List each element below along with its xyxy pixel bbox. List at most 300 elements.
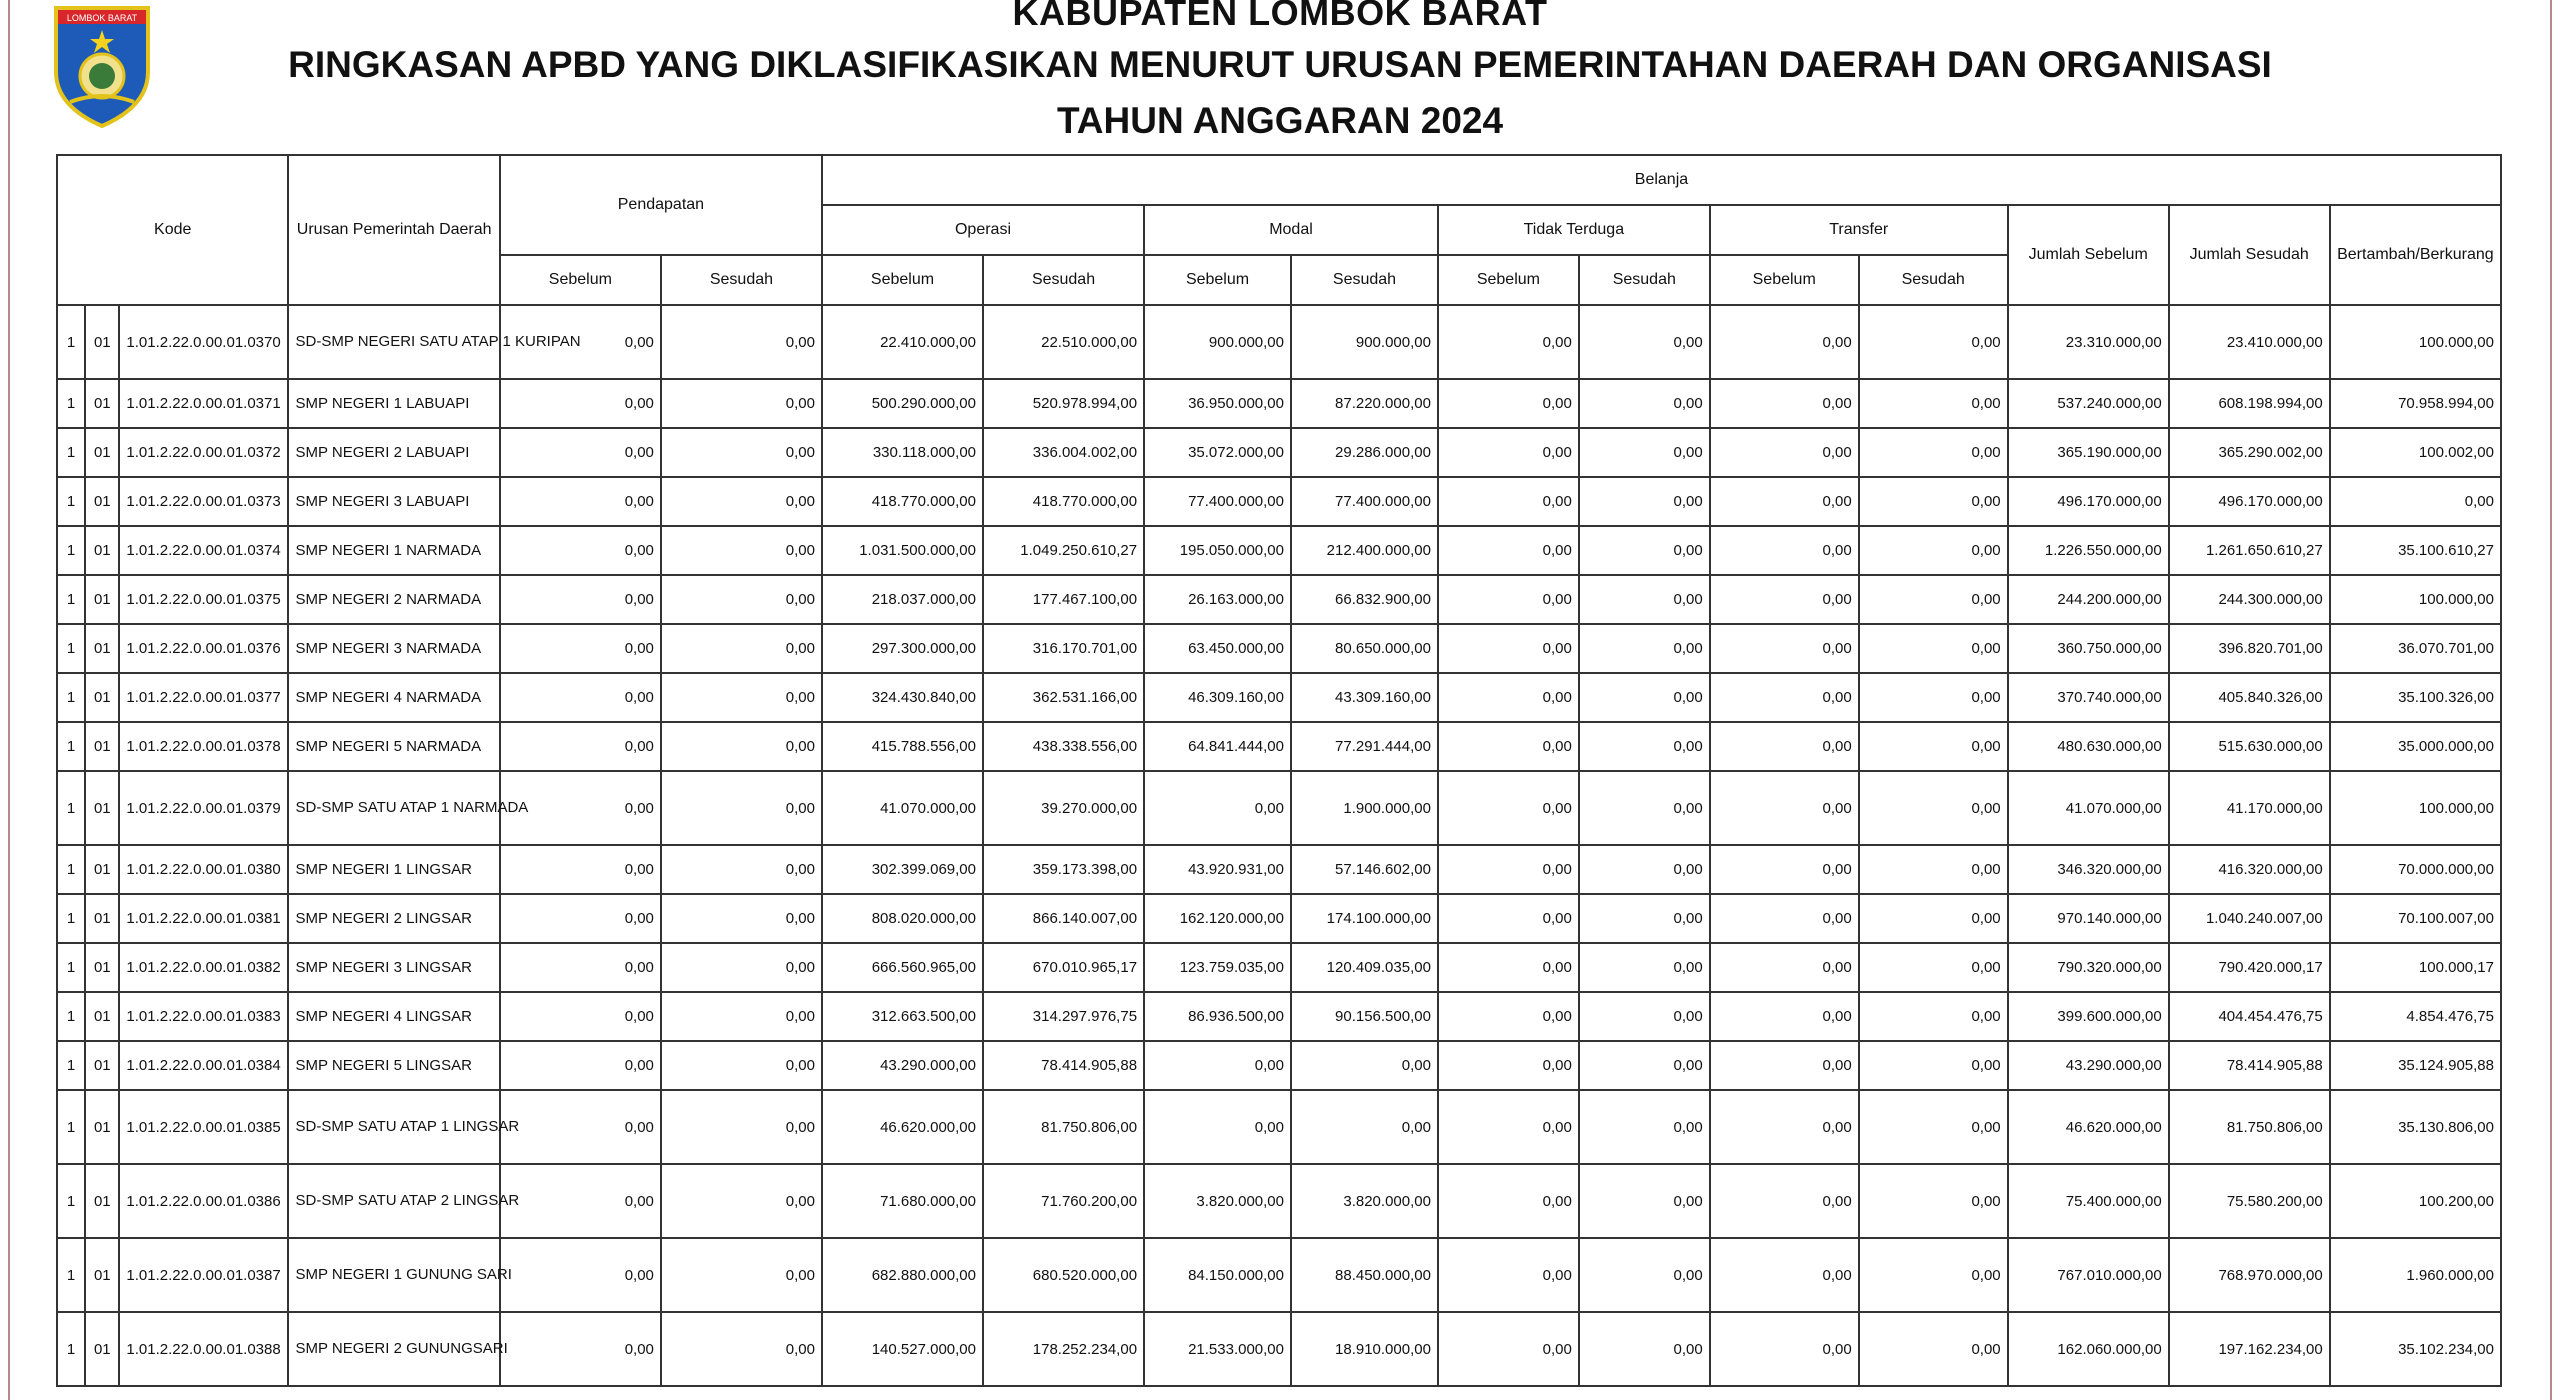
cell-value: 3.820.000,00 bbox=[1291, 1164, 1438, 1238]
logo-text: LOMBOK BARAT bbox=[66, 13, 138, 23]
cell-nama: SMP NEGERI 3 LABUAPI bbox=[288, 477, 499, 526]
col-pendapatan: Pendapatan bbox=[500, 155, 822, 255]
cell-value: 370.740.000,00 bbox=[2008, 673, 2169, 722]
cell-value: 23.310.000,00 bbox=[2008, 305, 2169, 379]
cell-value: 808.020.000,00 bbox=[822, 894, 983, 943]
cell-value: 0,00 bbox=[1710, 624, 1859, 673]
cell-value: 1.031.500.000,00 bbox=[822, 526, 983, 575]
cell-kode: 1.01.2.22.0.00.01.0388 bbox=[119, 1312, 288, 1386]
col-modal-sebelum: Sebelum bbox=[1144, 255, 1291, 305]
cell-value: 0,00 bbox=[500, 624, 661, 673]
cell-value: 35.100.326,00 bbox=[2330, 673, 2501, 722]
cell-value: 162.120.000,00 bbox=[1144, 894, 1291, 943]
cell-value: 0,00 bbox=[1859, 575, 2008, 624]
table-row bbox=[57, 477, 2501, 526]
col-kode: Kode bbox=[57, 155, 288, 305]
cell-value: 0,00 bbox=[500, 943, 661, 992]
cell-value: 75.400.000,00 bbox=[2008, 1164, 2169, 1238]
cell-value: 0,00 bbox=[500, 894, 661, 943]
cell-value: 18.910.000,00 bbox=[1291, 1312, 1438, 1386]
table-row bbox=[57, 1090, 2501, 1164]
header-title: RINGKASAN APBD YANG DIKLASIFIKASIKAN MENURUT URUSAN PEMERINTAHAN DAERAH DAN ORGANISASI bbox=[288, 44, 2272, 85]
cell-nama: SMP NEGERI 1 NARMADA bbox=[288, 526, 499, 575]
cell-value: 0,00 bbox=[1859, 845, 2008, 894]
cell-value: 43.920.931,00 bbox=[1144, 845, 1291, 894]
cell-value: 0,00 bbox=[1438, 428, 1579, 477]
cell-value: 0,00 bbox=[1438, 894, 1579, 943]
cell-value: 120.409.035,00 bbox=[1291, 943, 1438, 992]
cell-value: 359.173.398,00 bbox=[983, 845, 1144, 894]
table-body bbox=[57, 305, 2501, 1386]
cell-bidang-code: 01 bbox=[85, 992, 119, 1041]
cell-value: 100.000,00 bbox=[2330, 771, 2501, 845]
cell-bidang-code: 01 bbox=[85, 1041, 119, 1090]
cell-value: 0,00 bbox=[1438, 845, 1579, 894]
cell-value: 46.309.160,00 bbox=[1144, 673, 1291, 722]
cell-value: 0,00 bbox=[661, 673, 822, 722]
cell-value: 35.100.610,27 bbox=[2330, 526, 2501, 575]
cell-value: 0,00 bbox=[500, 477, 661, 526]
cell-value: 0,00 bbox=[1579, 673, 1710, 722]
cell-value: 0,00 bbox=[500, 526, 661, 575]
cell-value: 496.170.000,00 bbox=[2008, 477, 2169, 526]
cell-urusan-code: 1 bbox=[57, 526, 85, 575]
cell-nama: SD-SMP SATU ATAP 1 NARMADA bbox=[288, 771, 499, 845]
cell-nama: SMP NEGERI 1 GUNUNG SARI bbox=[288, 1238, 499, 1312]
cell-value: 0,00 bbox=[500, 1041, 661, 1090]
cell-value: 87.220.000,00 bbox=[1291, 379, 1438, 428]
cell-value: 297.300.000,00 bbox=[822, 624, 983, 673]
cell-value: 1.040.240.007,00 bbox=[2169, 894, 2330, 943]
cell-kode: 1.01.2.22.0.00.01.0385 bbox=[119, 1090, 288, 1164]
col-urusan: Urusan Pemerintah Daerah bbox=[288, 155, 499, 305]
cell-value: 396.820.701,00 bbox=[2169, 624, 2330, 673]
cell-value: 3.820.000,00 bbox=[1144, 1164, 1291, 1238]
col-operasi-sesudah: Sesudah bbox=[983, 255, 1144, 305]
cell-bidang-code: 01 bbox=[85, 624, 119, 673]
cell-value: 0,00 bbox=[1579, 477, 1710, 526]
cell-value: 70.100.007,00 bbox=[2330, 894, 2501, 943]
cell-value: 100.002,00 bbox=[2330, 428, 2501, 477]
cell-value: 0,00 bbox=[661, 575, 822, 624]
page-border-left bbox=[8, 0, 10, 1400]
cell-value: 520.978.994,00 bbox=[983, 379, 1144, 428]
cell-value: 0,00 bbox=[1579, 1041, 1710, 1090]
cell-value: 41.170.000,00 bbox=[2169, 771, 2330, 845]
cell-value: 415.788.556,00 bbox=[822, 722, 983, 771]
cell-nama: SMP NEGERI 5 NARMADA bbox=[288, 722, 499, 771]
cell-value: 178.252.234,00 bbox=[983, 1312, 1144, 1386]
cell-nama: SD-SMP NEGERI SATU ATAP 1 KURIPAN bbox=[288, 305, 499, 379]
cell-urusan-code: 1 bbox=[57, 771, 85, 845]
cell-value: 0,00 bbox=[1144, 771, 1291, 845]
cell-bidang-code: 01 bbox=[85, 722, 119, 771]
cell-bidang-code: 01 bbox=[85, 1238, 119, 1312]
cell-value: 0,00 bbox=[1579, 943, 1710, 992]
cell-value: 0,00 bbox=[1710, 1164, 1859, 1238]
cell-value: 680.520.000,00 bbox=[983, 1238, 1144, 1312]
cell-value: 88.450.000,00 bbox=[1291, 1238, 1438, 1312]
cell-value: 0,00 bbox=[661, 477, 822, 526]
col-transfer-sesudah: Sesudah bbox=[1859, 255, 2008, 305]
cell-kode: 1.01.2.22.0.00.01.0384 bbox=[119, 1041, 288, 1090]
cell-value: 0,00 bbox=[1438, 1041, 1579, 1090]
cell-value: 0,00 bbox=[1710, 943, 1859, 992]
cell-value: 0,00 bbox=[1579, 771, 1710, 845]
cell-value: 22.410.000,00 bbox=[822, 305, 983, 379]
cell-value: 0,00 bbox=[500, 379, 661, 428]
cell-value: 0,00 bbox=[1710, 845, 1859, 894]
col-tidak-terduga: Tidak Terduga bbox=[1438, 205, 1710, 255]
cell-value: 666.560.965,00 bbox=[822, 943, 983, 992]
cell-urusan-code: 1 bbox=[57, 992, 85, 1041]
cell-nama: SMP NEGERI 2 LINGSAR bbox=[288, 894, 499, 943]
cell-nama: SMP NEGERI 4 NARMADA bbox=[288, 673, 499, 722]
cell-value: 1.900.000,00 bbox=[1291, 771, 1438, 845]
cell-value: 0,00 bbox=[500, 673, 661, 722]
cell-value: 0,00 bbox=[1438, 575, 1579, 624]
col-modal: Modal bbox=[1144, 205, 1438, 255]
cell-value: 362.531.166,00 bbox=[983, 673, 1144, 722]
cell-value: 0,00 bbox=[1579, 722, 1710, 771]
cell-value: 316.170.701,00 bbox=[983, 624, 1144, 673]
cell-value: 365.290.002,00 bbox=[2169, 428, 2330, 477]
cell-value: 4.854.476,75 bbox=[2330, 992, 2501, 1041]
cell-value: 0,00 bbox=[1579, 526, 1710, 575]
cell-nama: SMP NEGERI 1 LINGSAR bbox=[288, 845, 499, 894]
cell-kode: 1.01.2.22.0.00.01.0374 bbox=[119, 526, 288, 575]
cell-value: 0,00 bbox=[1859, 305, 2008, 379]
cell-value: 0,00 bbox=[1579, 894, 1710, 943]
cell-bidang-code: 01 bbox=[85, 894, 119, 943]
cell-value: 0,00 bbox=[1859, 1164, 2008, 1238]
cell-value: 100.000,00 bbox=[2330, 575, 2501, 624]
cell-value: 0,00 bbox=[1579, 624, 1710, 673]
table-row bbox=[57, 992, 2501, 1041]
cell-value: 0,00 bbox=[1859, 673, 2008, 722]
cell-value: 177.467.100,00 bbox=[983, 575, 1144, 624]
cell-value: 0,00 bbox=[500, 845, 661, 894]
cell-value: 174.100.000,00 bbox=[1291, 894, 1438, 943]
cell-value: 70.000.000,00 bbox=[2330, 845, 2501, 894]
cell-value: 0,00 bbox=[1579, 1090, 1710, 1164]
cell-value: 0,00 bbox=[500, 428, 661, 477]
cell-value: 0,00 bbox=[1859, 624, 2008, 673]
cell-value: 0,00 bbox=[2330, 477, 2501, 526]
cell-value: 21.533.000,00 bbox=[1144, 1312, 1291, 1386]
cell-value: 500.290.000,00 bbox=[822, 379, 983, 428]
cell-kode: 1.01.2.22.0.00.01.0383 bbox=[119, 992, 288, 1041]
cell-bidang-code: 01 bbox=[85, 771, 119, 845]
cell-kode: 1.01.2.22.0.00.01.0376 bbox=[119, 624, 288, 673]
cell-kode: 1.01.2.22.0.00.01.0380 bbox=[119, 845, 288, 894]
cell-value: 900.000,00 bbox=[1291, 305, 1438, 379]
cell-urusan-code: 1 bbox=[57, 1238, 85, 1312]
cell-value: 244.200.000,00 bbox=[2008, 575, 2169, 624]
cell-value: 0,00 bbox=[1710, 526, 1859, 575]
cell-value: 36.070.701,00 bbox=[2330, 624, 2501, 673]
cell-value: 405.840.326,00 bbox=[2169, 673, 2330, 722]
cell-value: 26.163.000,00 bbox=[1144, 575, 1291, 624]
cell-value: 63.450.000,00 bbox=[1144, 624, 1291, 673]
cell-value: 0,00 bbox=[1579, 379, 1710, 428]
cell-value: 0,00 bbox=[1438, 673, 1579, 722]
col-bertambah-berkurang: Bertambah/Berkurang bbox=[2330, 205, 2501, 305]
cell-urusan-code: 1 bbox=[57, 673, 85, 722]
cell-value: 0,00 bbox=[661, 894, 822, 943]
cell-value: 330.118.000,00 bbox=[822, 428, 983, 477]
cell-value: 608.198.994,00 bbox=[2169, 379, 2330, 428]
cell-value: 768.970.000,00 bbox=[2169, 1238, 2330, 1312]
cell-value: 1.960.000,00 bbox=[2330, 1238, 2501, 1312]
cell-kode: 1.01.2.22.0.00.01.0378 bbox=[119, 722, 288, 771]
cell-value: 1.226.550.000,00 bbox=[2008, 526, 2169, 575]
cell-value: 418.770.000,00 bbox=[822, 477, 983, 526]
cell-value: 0,00 bbox=[500, 575, 661, 624]
cell-value: 0,00 bbox=[661, 379, 822, 428]
cell-value: 41.070.000,00 bbox=[2008, 771, 2169, 845]
cell-value: 71.760.200,00 bbox=[983, 1164, 1144, 1238]
cell-value: 0,00 bbox=[1710, 992, 1859, 1041]
cell-urusan-code: 1 bbox=[57, 845, 85, 894]
cell-value: 790.420.000,17 bbox=[2169, 943, 2330, 992]
cell-value: 1.049.250.610,27 bbox=[983, 526, 1144, 575]
cell-value: 970.140.000,00 bbox=[2008, 894, 2169, 943]
cell-value: 64.841.444,00 bbox=[1144, 722, 1291, 771]
cell-urusan-code: 1 bbox=[57, 428, 85, 477]
table-row bbox=[57, 305, 2501, 379]
cell-value: 438.338.556,00 bbox=[983, 722, 1144, 771]
cell-value: 0,00 bbox=[1859, 428, 2008, 477]
cell-value: 66.832.900,00 bbox=[1291, 575, 1438, 624]
cell-urusan-code: 1 bbox=[57, 305, 85, 379]
cell-value: 0,00 bbox=[661, 722, 822, 771]
cell-value: 0,00 bbox=[1710, 1041, 1859, 1090]
cell-value: 365.190.000,00 bbox=[2008, 428, 2169, 477]
cell-value: 70.958.994,00 bbox=[2330, 379, 2501, 428]
table-row bbox=[57, 1312, 2501, 1386]
cell-value: 312.663.500,00 bbox=[822, 992, 983, 1041]
cell-value: 0,00 bbox=[500, 1090, 661, 1164]
table-row bbox=[57, 624, 2501, 673]
cell-value: 218.037.000,00 bbox=[822, 575, 983, 624]
cell-value: 35.072.000,00 bbox=[1144, 428, 1291, 477]
cell-value: 0,00 bbox=[661, 992, 822, 1041]
cell-value: 0,00 bbox=[500, 1312, 661, 1386]
cell-value: 195.050.000,00 bbox=[1144, 526, 1291, 575]
cell-urusan-code: 1 bbox=[57, 894, 85, 943]
header-year: TAHUN ANGGARAN 2024 bbox=[1056, 100, 1504, 141]
cell-nama: SMP NEGERI 2 LABUAPI bbox=[288, 428, 499, 477]
cell-value: 0,00 bbox=[1859, 526, 2008, 575]
cell-value: 0,00 bbox=[1859, 1312, 2008, 1386]
cell-value: 0,00 bbox=[1579, 1238, 1710, 1312]
cell-value: 100.000,00 bbox=[2330, 305, 2501, 379]
cell-value: 0,00 bbox=[1859, 894, 2008, 943]
table-row bbox=[57, 1238, 2501, 1312]
cell-value: 0,00 bbox=[1579, 992, 1710, 1041]
cell-value: 0,00 bbox=[1438, 379, 1579, 428]
cell-value: 43.309.160,00 bbox=[1291, 673, 1438, 722]
cell-kode: 1.01.2.22.0.00.01.0370 bbox=[119, 305, 288, 379]
cell-value: 537.240.000,00 bbox=[2008, 379, 2169, 428]
col-modal-sesudah: Sesudah bbox=[1291, 255, 1438, 305]
cell-value: 324.430.840,00 bbox=[822, 673, 983, 722]
col-tidak-terduga-sebelum: Sebelum bbox=[1438, 255, 1579, 305]
cell-value: 0,00 bbox=[1710, 722, 1859, 771]
cell-value: 71.680.000,00 bbox=[822, 1164, 983, 1238]
cell-value: 100.200,00 bbox=[2330, 1164, 2501, 1238]
cell-nama: SMP NEGERI 2 NARMADA bbox=[288, 575, 499, 624]
col-operasi: Operasi bbox=[822, 205, 1144, 255]
cell-value: 0,00 bbox=[661, 428, 822, 477]
cell-nama: SD-SMP SATU ATAP 1 LINGSAR bbox=[288, 1090, 499, 1164]
cell-bidang-code: 01 bbox=[85, 428, 119, 477]
cell-bidang-code: 01 bbox=[85, 845, 119, 894]
cell-value: 0,00 bbox=[500, 722, 661, 771]
cell-value: 0,00 bbox=[1438, 526, 1579, 575]
cell-value: 0,00 bbox=[1859, 379, 2008, 428]
cell-value: 0,00 bbox=[1438, 722, 1579, 771]
cell-value: 23.410.000,00 bbox=[2169, 305, 2330, 379]
cell-value: 78.414.905,88 bbox=[2169, 1041, 2330, 1090]
cell-value: 1.261.650.610,27 bbox=[2169, 526, 2330, 575]
cell-value: 0,00 bbox=[500, 1164, 661, 1238]
cell-value: 866.140.007,00 bbox=[983, 894, 1144, 943]
cell-value: 0,00 bbox=[661, 305, 822, 379]
cell-value: 0,00 bbox=[661, 1041, 822, 1090]
cell-value: 0,00 bbox=[1579, 1312, 1710, 1386]
cell-value: 682.880.000,00 bbox=[822, 1238, 983, 1312]
cell-value: 140.527.000,00 bbox=[822, 1312, 983, 1386]
cell-value: 244.300.000,00 bbox=[2169, 575, 2330, 624]
cell-value: 900.000,00 bbox=[1144, 305, 1291, 379]
cell-bidang-code: 01 bbox=[85, 477, 119, 526]
cell-value: 790.320.000,00 bbox=[2008, 943, 2169, 992]
cell-value: 75.580.200,00 bbox=[2169, 1164, 2330, 1238]
cell-value: 84.150.000,00 bbox=[1144, 1238, 1291, 1312]
cell-bidang-code: 01 bbox=[85, 943, 119, 992]
cell-value: 80.650.000,00 bbox=[1291, 624, 1438, 673]
cell-nama: SMP NEGERI 4 LINGSAR bbox=[288, 992, 499, 1041]
cell-bidang-code: 01 bbox=[85, 1164, 119, 1238]
cell-bidang-code: 01 bbox=[85, 673, 119, 722]
cell-nama: SMP NEGERI 3 LINGSAR bbox=[288, 943, 499, 992]
cell-value: 496.170.000,00 bbox=[2169, 477, 2330, 526]
cell-value: 35.102.234,00 bbox=[2330, 1312, 2501, 1386]
cell-value: 0,00 bbox=[1438, 624, 1579, 673]
cell-value: 46.620.000,00 bbox=[2008, 1090, 2169, 1164]
cell-value: 302.399.069,00 bbox=[822, 845, 983, 894]
col-pendapatan-sebelum: Sebelum bbox=[500, 255, 661, 305]
cell-value: 77.291.444,00 bbox=[1291, 722, 1438, 771]
cell-value: 0,00 bbox=[1144, 1041, 1291, 1090]
cell-value: 0,00 bbox=[500, 771, 661, 845]
cell-value: 0,00 bbox=[1710, 1238, 1859, 1312]
cell-value: 0,00 bbox=[1710, 894, 1859, 943]
cell-value: 0,00 bbox=[1438, 771, 1579, 845]
cell-value: 36.950.000,00 bbox=[1144, 379, 1291, 428]
cell-urusan-code: 1 bbox=[57, 943, 85, 992]
table-row bbox=[57, 771, 2501, 845]
cell-value: 0,00 bbox=[1859, 477, 2008, 526]
cell-value: 0,00 bbox=[1579, 1164, 1710, 1238]
cell-value: 515.630.000,00 bbox=[2169, 722, 2330, 771]
cell-value: 418.770.000,00 bbox=[983, 477, 1144, 526]
col-tidak-terduga-sesudah: Sesudah bbox=[1579, 255, 1710, 305]
cell-value: 35.124.905,88 bbox=[2330, 1041, 2501, 1090]
cell-value: 0,00 bbox=[1859, 943, 2008, 992]
table-row bbox=[57, 845, 2501, 894]
col-belanja: Belanja bbox=[822, 155, 2501, 205]
cell-value: 0,00 bbox=[1859, 722, 2008, 771]
table-row bbox=[57, 894, 2501, 943]
cell-value: 0,00 bbox=[1438, 305, 1579, 379]
cell-value: 0,00 bbox=[1710, 305, 1859, 379]
table-row bbox=[57, 575, 2501, 624]
cell-value: 0,00 bbox=[1710, 575, 1859, 624]
cell-kode: 1.01.2.22.0.00.01.0381 bbox=[119, 894, 288, 943]
cell-value: 0,00 bbox=[1438, 1312, 1579, 1386]
cell-nama: SMP NEGERI 1 LABUAPI bbox=[288, 379, 499, 428]
cell-value: 78.414.905,88 bbox=[983, 1041, 1144, 1090]
cell-bidang-code: 01 bbox=[85, 305, 119, 379]
cell-value: 0,00 bbox=[1859, 1238, 2008, 1312]
cell-value: 0,00 bbox=[1438, 943, 1579, 992]
cell-value: 0,00 bbox=[661, 771, 822, 845]
cell-value: 0,00 bbox=[1859, 1090, 2008, 1164]
cell-value: 0,00 bbox=[661, 1238, 822, 1312]
cell-value: 0,00 bbox=[661, 526, 822, 575]
cell-urusan-code: 1 bbox=[57, 624, 85, 673]
cell-urusan-code: 1 bbox=[57, 1041, 85, 1090]
cell-value: 0,00 bbox=[1710, 771, 1859, 845]
cell-urusan-code: 1 bbox=[57, 575, 85, 624]
table-row bbox=[57, 379, 2501, 428]
col-operasi-sebelum: Sebelum bbox=[822, 255, 983, 305]
cell-value: 0,00 bbox=[1291, 1041, 1438, 1090]
cell-value: 0,00 bbox=[1579, 428, 1710, 477]
cell-urusan-code: 1 bbox=[57, 379, 85, 428]
cell-value: 767.010.000,00 bbox=[2008, 1238, 2169, 1312]
cell-value: 29.286.000,00 bbox=[1291, 428, 1438, 477]
cell-value: 0,00 bbox=[1438, 1164, 1579, 1238]
cell-value: 35.130.806,00 bbox=[2330, 1090, 2501, 1164]
cell-value: 0,00 bbox=[500, 305, 661, 379]
cell-value: 162.060.000,00 bbox=[2008, 1312, 2169, 1386]
cell-value: 81.750.806,00 bbox=[2169, 1090, 2330, 1164]
cell-kode: 1.01.2.22.0.00.01.0372 bbox=[119, 428, 288, 477]
cell-value: 0,00 bbox=[1710, 673, 1859, 722]
cell-value: 0,00 bbox=[661, 1164, 822, 1238]
col-transfer-sebelum: Sebelum bbox=[1710, 255, 1859, 305]
cell-bidang-code: 01 bbox=[85, 379, 119, 428]
cell-value: 0,00 bbox=[661, 624, 822, 673]
cell-kode: 1.01.2.22.0.00.01.0373 bbox=[119, 477, 288, 526]
cell-kode: 1.01.2.22.0.00.01.0387 bbox=[119, 1238, 288, 1312]
cell-value: 0,00 bbox=[1579, 305, 1710, 379]
table-row bbox=[57, 1041, 2501, 1090]
cell-value: 0,00 bbox=[1710, 379, 1859, 428]
cell-value: 81.750.806,00 bbox=[983, 1090, 1144, 1164]
cell-value: 346.320.000,00 bbox=[2008, 845, 2169, 894]
cell-value: 35.000.000,00 bbox=[2330, 722, 2501, 771]
cell-value: 0,00 bbox=[1710, 428, 1859, 477]
cell-value: 41.070.000,00 bbox=[822, 771, 983, 845]
cell-value: 0,00 bbox=[1291, 1090, 1438, 1164]
col-pendapatan-sesudah: Sesudah bbox=[661, 255, 822, 305]
cell-value: 39.270.000,00 bbox=[983, 771, 1144, 845]
